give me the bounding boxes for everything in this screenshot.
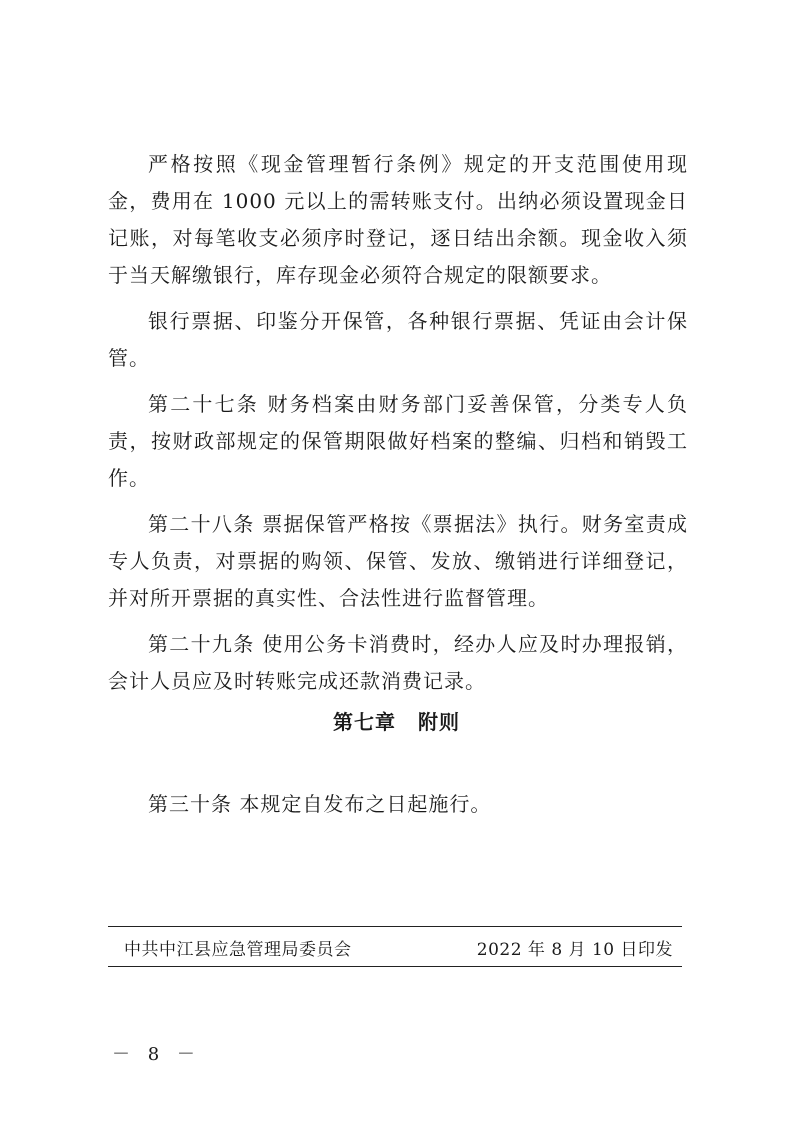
footer-top-rule <box>108 926 682 927</box>
chapter-heading <box>0 706 793 735</box>
body-text <box>108 146 688 709</box>
paragraph-article-27: 第二十七条 财务档案由财务部门妥善保管，分类专人负责，按财政部规定的保管期限做好档案的整编、归档和销毁工作。 <box>108 392 688 490</box>
paragraph-article-29: 第二十九条 使用公务卡消费时，经办人应及时办理报销，会计人员应及时转账完成还款消费记录。 <box>108 632 688 693</box>
footer-organization: 中共中江县应急管理局委员会 <box>124 940 352 960</box>
footer-bottom-rule <box>108 966 682 967</box>
chapter-number: 第七章 <box>333 710 396 734</box>
paragraph-article-30: 第三十条 本规定自发布之日起施行。 <box>148 792 492 816</box>
paragraph-bank-notes: 银行票据、印鉴分开保管，各种银行票据、凭证由会计保管。 <box>108 309 688 370</box>
page-number: － 8 － <box>112 1044 201 1065</box>
chapter-title: 附则 <box>418 710 460 734</box>
paragraph-cash-management: 严格按照《现金管理暂行条例》规定的开支范围使用现金，费用在 1000 元以上的需转账支付。出纳必须设置现金日记账，对每笔收支必须序时登记，逐日结出余额。现金收入须于当天解缴银行，库存现金必须符合规定的限额要求。 <box>108 152 688 287</box>
paragraph-article-28: 第二十八条 票据保管严格按《票据法》执行。财务室责成专人负责，对票据的购领、保管、发放、缴销进行详细登记，并对所开票据的真实性、合法性进行监督管理。 <box>108 512 688 610</box>
footer-issue-date: 2022 年 8 月 10 日印发 <box>476 940 673 960</box>
